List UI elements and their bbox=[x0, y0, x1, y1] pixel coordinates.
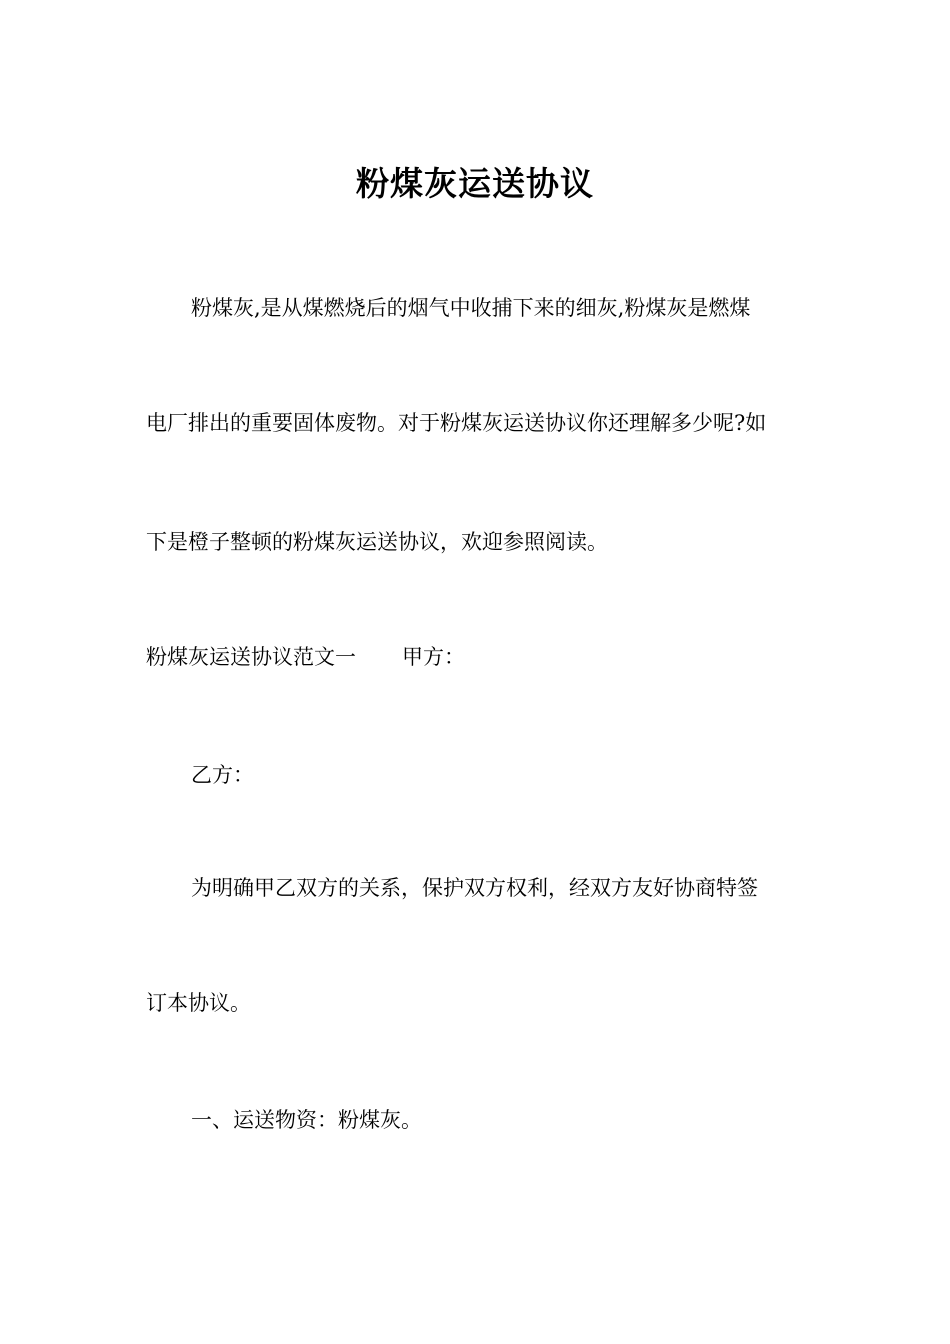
purpose-line-2: 订本协议。 bbox=[146, 991, 251, 1015]
party-b-label: 乙方： bbox=[191, 763, 254, 787]
clause-1: 一、运送物资：粉煤灰。 bbox=[191, 1108, 422, 1132]
party-a-label: 甲方： bbox=[402, 645, 465, 669]
intro-line-2: 电厂排出的重要固体废物。对于粉煤灰运送协议你还理解多少呢?如 bbox=[146, 411, 767, 435]
document-title: 粉煤灰运送协议 bbox=[356, 164, 594, 203]
intro-line-3: 下是橙子整顿的粉煤灰运送协议，欢迎参照阅读。 bbox=[146, 530, 608, 554]
intro-line-1: 粉煤灰,是从煤燃烧后的烟气中收捕下来的细灰,粉煤灰是燃煤 bbox=[191, 296, 751, 320]
sample-heading: 粉煤灰运送协议范文一 bbox=[146, 645, 356, 669]
sample-heading-line bbox=[146, 645, 465, 669]
purpose-line-1: 为明确甲乙双方的关系，保护双方权利，经双方友好协商特签 bbox=[191, 876, 758, 900]
